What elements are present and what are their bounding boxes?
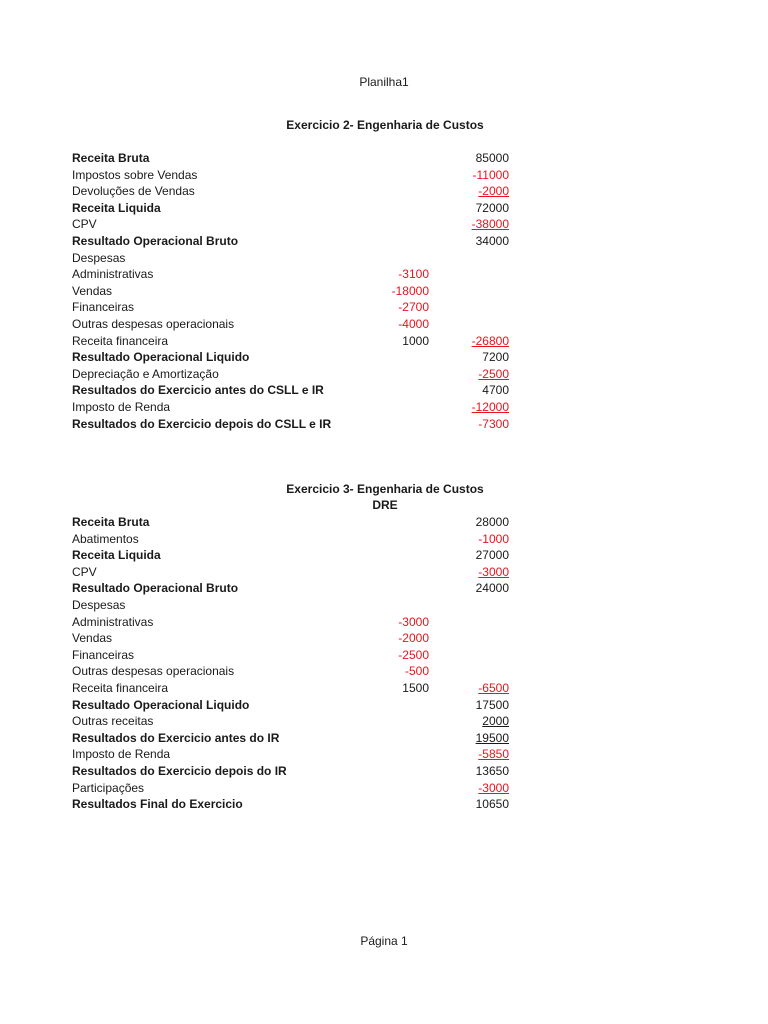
row-total-value: 13650 (475, 763, 509, 778)
row-label: Outras receitas (72, 714, 154, 729)
row-label: Impostos sobre Vendas (72, 167, 198, 182)
table-row (72, 531, 512, 548)
row-label: Resultados Final do Exercicio (72, 797, 243, 812)
row-total-value: -2500 (478, 366, 509, 381)
table-row (72, 349, 512, 366)
row-label: Receita financeira (72, 680, 169, 695)
page-number: Página 1 (360, 934, 408, 948)
table-row (72, 416, 512, 433)
row-label: Participações (72, 780, 145, 795)
row-total-value: -1000 (478, 531, 509, 546)
table-row (72, 780, 512, 797)
table-row (72, 167, 512, 184)
row-label: Financeiras (72, 647, 135, 662)
row-total-value: -11000 (472, 167, 509, 182)
table-row (72, 299, 512, 316)
row-total-value: -3000 (478, 564, 509, 579)
row-label: Imposto de Renda (72, 747, 171, 762)
table-row (72, 680, 512, 697)
row-total-value: 17500 (475, 697, 509, 712)
row-total-value: -3000 (478, 780, 509, 795)
row-label: Devoluções de Vendas (72, 184, 195, 199)
table-row (72, 713, 512, 730)
table-row (72, 796, 512, 813)
table-row (72, 647, 512, 664)
exercise-3-title: Exercicio 3- Engenharia de Custos (286, 482, 484, 496)
row-label: CPV (72, 564, 97, 579)
row-expense-value: -4000 (398, 316, 429, 331)
row-total-value: 72000 (475, 200, 509, 215)
row-label: Imposto de Renda (72, 399, 171, 414)
table-row (72, 564, 512, 581)
row-label: Financeiras (72, 300, 135, 315)
row-total-value: -5850 (478, 747, 509, 762)
row-total-value: 24000 (475, 581, 509, 596)
row-total-value: -12000 (471, 399, 509, 414)
table-row (72, 580, 512, 597)
row-total-value: 85000 (475, 151, 509, 165)
row-label: Abatimentos (72, 531, 139, 546)
row-label: Resultados do Exercicio depois do IR (72, 763, 287, 778)
table-row (72, 382, 512, 399)
row-label: Receita Liquida (72, 200, 161, 215)
exercise-2-title: Exercicio 2- Engenharia de Custos (286, 118, 484, 132)
row-label: Resultado Operacional Liquido (72, 697, 250, 712)
row-label: Administrativas (72, 614, 154, 629)
row-label: Depreciação e Amortização (72, 366, 219, 381)
row-label: CPV (72, 217, 97, 232)
table-row (72, 150, 512, 167)
table-row (72, 266, 512, 283)
table-row (72, 283, 512, 300)
row-total-value: -6500 (478, 680, 509, 695)
row-total-value: -7300 (478, 416, 509, 431)
row-expense-value: -2700 (398, 300, 429, 315)
table-row (72, 250, 512, 267)
table-row (72, 200, 512, 217)
table-row (72, 746, 512, 763)
row-total-value: 34000 (475, 233, 509, 248)
row-expense-value: -3100 (398, 267, 429, 282)
table-row (72, 399, 512, 416)
row-label: Receita Bruta (72, 515, 150, 529)
row-total-value: 19500 (475, 730, 509, 745)
row-expense-value: -3000 (398, 614, 429, 629)
table-row (72, 614, 512, 631)
table-row (72, 333, 512, 350)
row-total-value: 2000 (482, 714, 509, 729)
exercise-3-subtitle: DRE (372, 498, 398, 512)
row-expense-value: 1500 (402, 680, 429, 695)
row-total-value: 4700 (482, 383, 509, 398)
table-row (72, 316, 512, 333)
row-label: Receita Liquida (72, 548, 161, 563)
row-label: Resultado Operacional Bruto (72, 233, 239, 248)
row-expense-value: -500 (404, 664, 429, 679)
table-row (72, 547, 512, 564)
row-label: Despesas (72, 597, 126, 612)
row-label: Receita financeira (72, 333, 169, 348)
table-row (72, 730, 512, 747)
row-total-value: 10650 (475, 797, 509, 812)
row-label: Vendas (72, 631, 113, 646)
row-total-value: -38000 (471, 217, 509, 232)
table-row (72, 763, 512, 780)
row-total-value: 28000 (475, 515, 509, 529)
row-label: Resultados do Exercicio antes do CSLL e IR (72, 383, 324, 398)
table-row (72, 514, 512, 531)
row-label: Outras despesas operacionais (72, 316, 235, 331)
exercise-3-table (72, 514, 512, 813)
row-label: Administrativas (72, 267, 154, 282)
table-row (72, 216, 512, 233)
row-total-value: -2000 (478, 184, 509, 199)
row-label: Vendas (72, 283, 113, 298)
row-label: Outras despesas operacionais (72, 664, 235, 679)
table-row (72, 183, 512, 200)
row-label: Resultado Operacional Bruto (72, 581, 239, 596)
row-expense-value: 1000 (402, 333, 429, 348)
row-expense-value: -18000 (391, 283, 429, 298)
row-label: Resultados do Exercicio antes do IR (72, 730, 280, 745)
row-expense-value: -2500 (398, 647, 429, 662)
table-row (72, 630, 512, 647)
table-row (72, 233, 512, 250)
row-label: Resultado Operacional Liquido (72, 350, 250, 365)
row-expense-value: -2000 (398, 631, 429, 646)
exercise-2-table (72, 150, 512, 432)
table-row (72, 697, 512, 714)
table-row (72, 597, 512, 614)
table-row (72, 366, 512, 383)
row-label: Despesas (72, 250, 126, 265)
row-total-value: 7200 (482, 350, 509, 365)
row-total-value: -26800 (471, 333, 509, 348)
row-total-value: 27000 (475, 548, 509, 563)
row-label: Receita Bruta (72, 151, 150, 165)
sheet-title: Planilha1 (359, 75, 409, 89)
row-label: Resultados do Exercicio depois do CSLL e IR (72, 416, 332, 431)
table-row (72, 663, 512, 680)
